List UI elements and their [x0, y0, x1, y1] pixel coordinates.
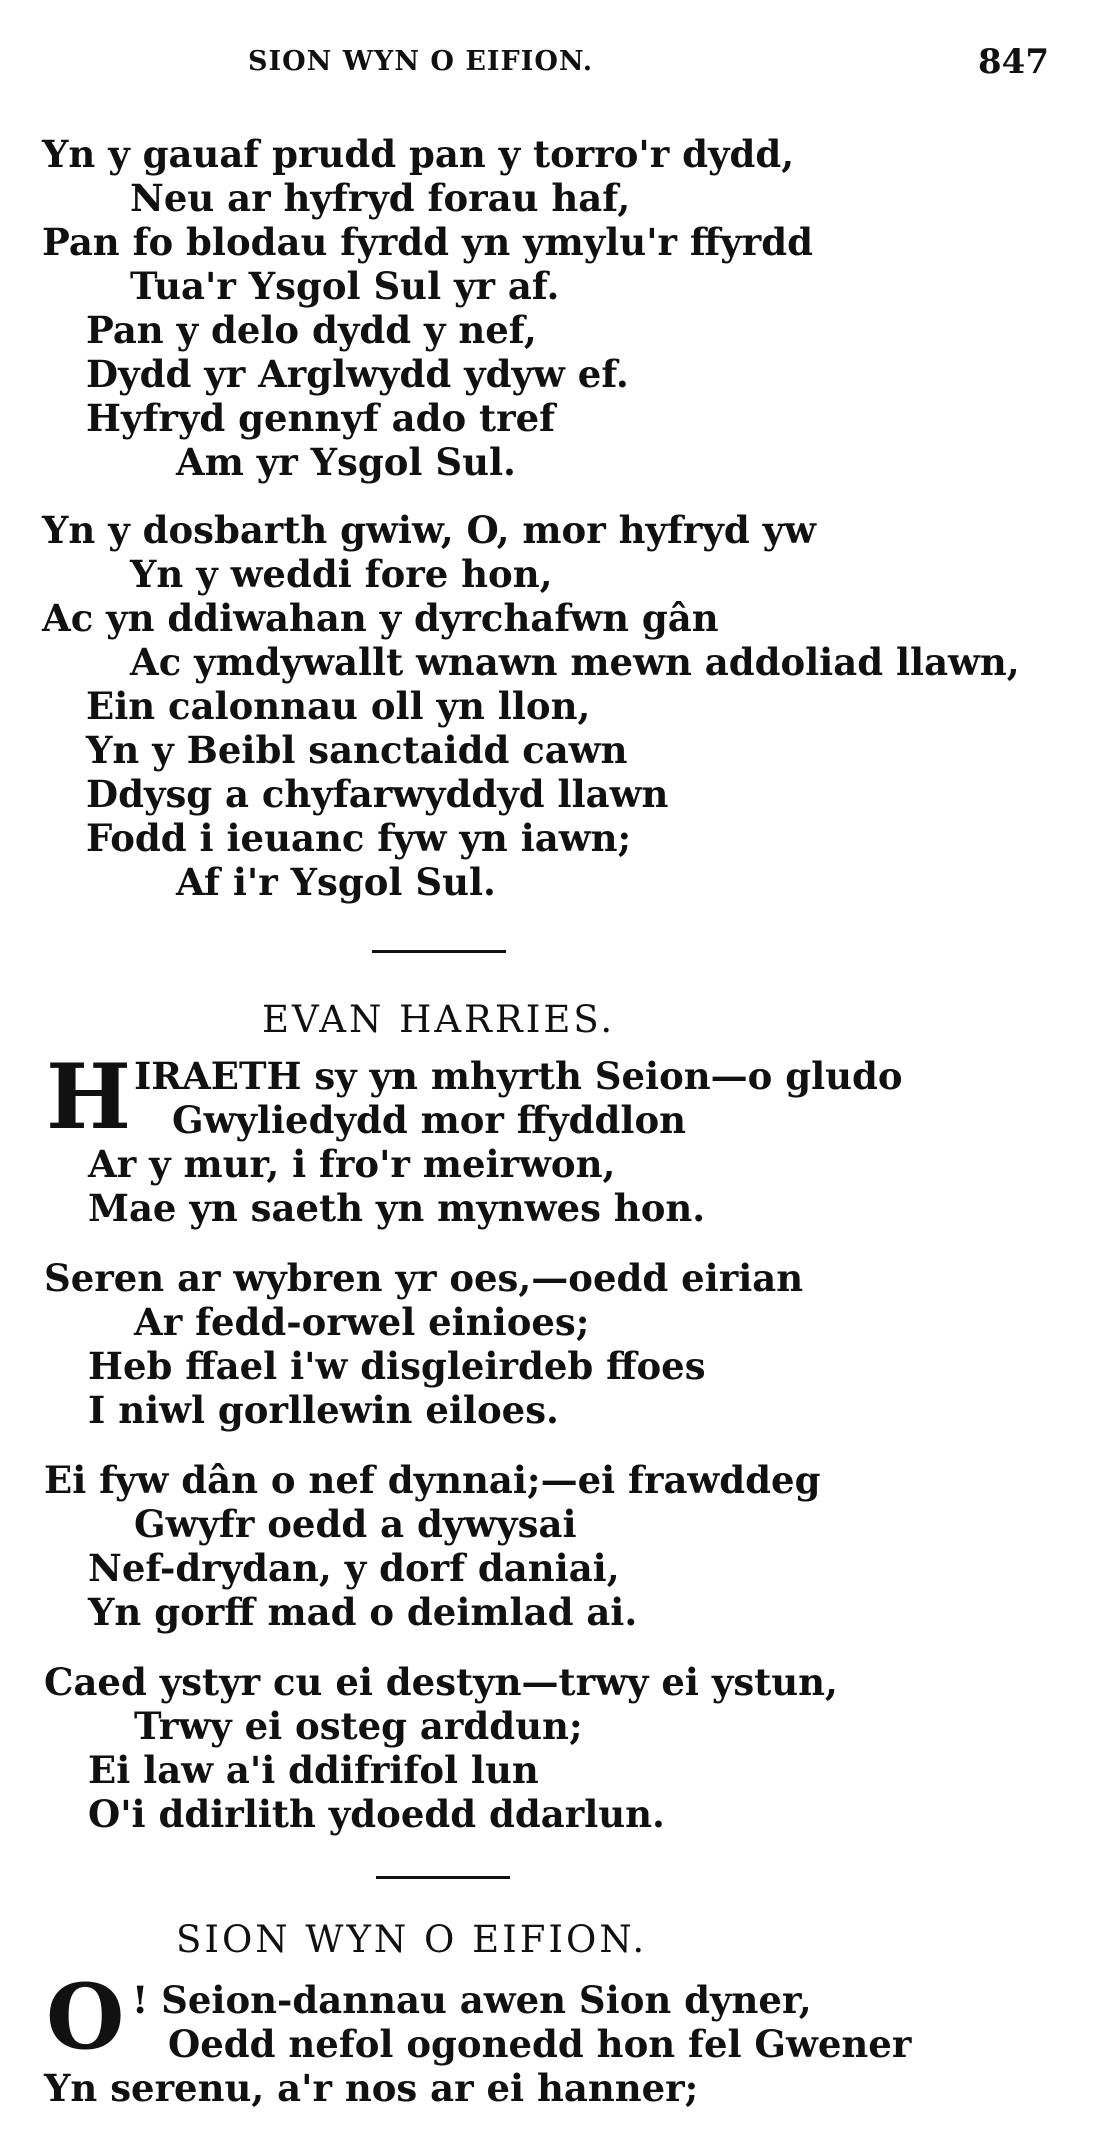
section-title: EVAN HARRIES.	[262, 998, 616, 1041]
poem-line: Ar y mur, i fro'r meirwon,	[88, 1142, 616, 1186]
section-title: SION WYN O EIFION.	[176, 1918, 648, 1961]
poem-line: Heb ffael i'w disgleirdeb ffoes	[88, 1344, 706, 1388]
poem-line: Gwyliedydd mor ffyddlon	[172, 1098, 687, 1142]
poem-line: Gwyfr oedd a dywysai	[134, 1502, 577, 1546]
page-number: 847	[978, 42, 1049, 82]
poem-line: Caed ystyr cu ei destyn—trwy ei ystun,	[44, 1660, 838, 1704]
poem-line: Mae yn saeth yn mynwes hon.	[88, 1186, 706, 1230]
poem-line: Tua'r Ysgol Sul yr af.	[130, 264, 560, 308]
poem-line: Ar fedd-orwel einioes;	[134, 1300, 590, 1344]
page-header	[0, 42, 1104, 86]
poem-line: Yn y gauaf prudd pan y torro'r dydd,	[42, 132, 795, 176]
poem-line: Ein calonnau oll yn llon,	[86, 684, 591, 728]
drop-cap: H	[46, 1044, 132, 1150]
poem-line: Trwy ei osteg arddun;	[134, 1704, 583, 1748]
poem-line: Yn gorff mad o deimlad ai.	[88, 1590, 638, 1634]
poem-line: Pan y delo dydd y nef,	[86, 308, 537, 352]
poem-line: Fodd i ieuanc fyw yn iawn;	[86, 816, 632, 860]
poem-line: Ei law a'i ddifrifol lun	[88, 1748, 539, 1792]
poem-line: Am yr Ysgol Sul.	[176, 440, 516, 484]
poem-line: ! Seion-dannau awen Sion dyner,	[132, 1978, 812, 2022]
running-head: SION WYN O EIFION.	[248, 46, 594, 77]
section-divider	[376, 1876, 510, 1879]
poem-line: Hyfryd gennyf ado tref	[86, 396, 556, 440]
poem-line: Oedd nefol ogonedd hon fel Gwener	[168, 2022, 912, 2066]
poem-line: Ac ymdywallt wnawn mewn addoliad llawn,	[130, 640, 1020, 684]
poem-line: O'i ddirlith ydoedd ddarlun.	[88, 1792, 665, 1836]
poem-line: Nef-drydan, y dorf daniai,	[88, 1546, 620, 1590]
poem-line: Pan fo blodau fyrdd yn ymylu'r ffyrdd	[42, 220, 814, 264]
poem-line: Yn y dosbarth gwiw, O, mor hyfryd yw	[42, 508, 816, 552]
poem-line: IRAETH sy yn mhyrth Seion—o gludo	[134, 1054, 903, 1098]
poem-line: Af i'r Ysgol Sul.	[176, 860, 496, 904]
poem-line: I niwl gorllewin eiloes.	[88, 1388, 559, 1432]
poem-line: Ddysg a chyfarwyddyd llawn	[86, 772, 669, 816]
poem-line: Ac yn ddiwahan y dyrchafwn gân	[42, 596, 719, 640]
poem-line: Seren ar wybren yr oes,—oedd eirian	[44, 1256, 804, 1300]
drop-cap: O	[46, 1964, 125, 2070]
poem-line: Yn y weddi fore hon,	[130, 552, 553, 596]
poem-line: Neu ar hyfryd forau haf,	[130, 176, 631, 220]
poem-line: Yn serenu, a'r nos ar ei hanner;	[44, 2066, 699, 2110]
section-divider	[372, 950, 506, 953]
poem-line: Dydd yr Arglwydd ydyw ef.	[86, 352, 629, 396]
poem-line: Yn y Beibl sanctaidd cawn	[86, 728, 628, 772]
poem-line: Ei fyw dân o nef dynnai;—ei frawddeg	[44, 1458, 821, 1502]
